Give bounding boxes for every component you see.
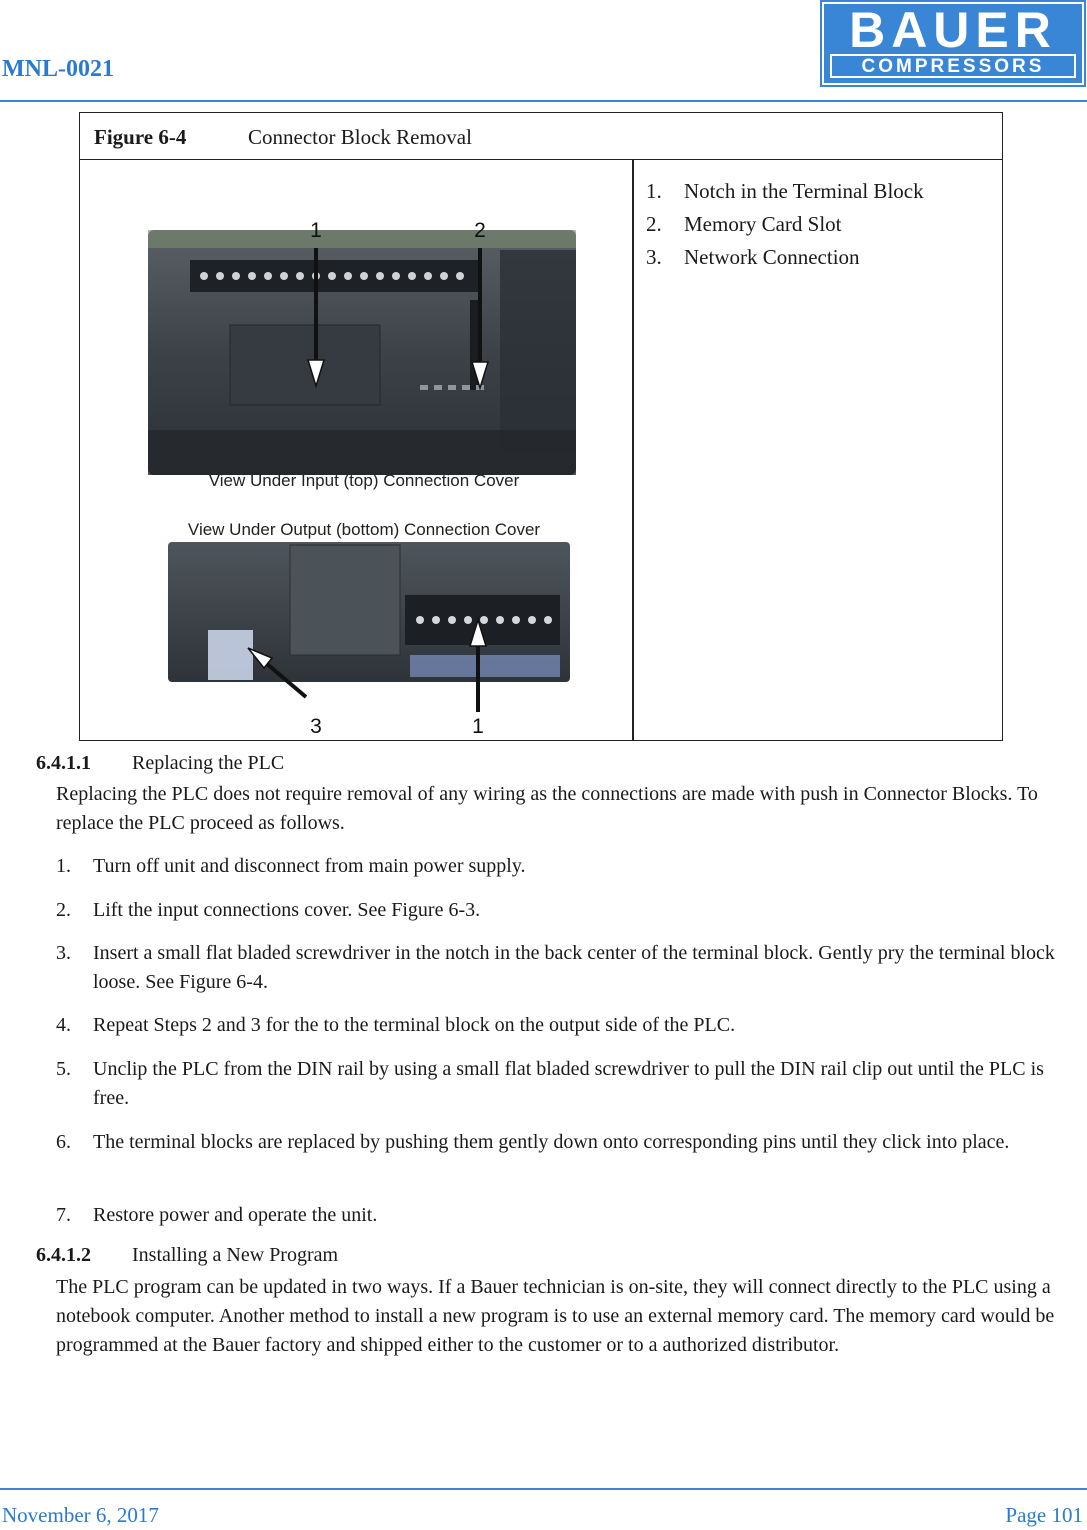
step-text: Turn off unit and disconnect from main power supply.: [93, 855, 526, 877]
step-number: 5.: [56, 1058, 71, 1080]
step-number: 4.: [56, 1014, 71, 1036]
step-text: Repeat Steps 2 and 3 for the to the terminal block on the output side of the PLC.: [93, 1014, 736, 1036]
legend-text: Notch in the Terminal Block: [684, 179, 924, 203]
callout-top-left: 1: [310, 219, 322, 242]
figure-number: Figure 6-4: [94, 125, 187, 149]
step-text: The terminal blocks are replaced by pushing them gently down onto corresponding pins until they click into place.: [93, 1131, 1010, 1153]
legend-text: Memory Card Slot: [684, 212, 842, 236]
step-item: [56, 939, 1066, 997]
logo-wordmark: BAUER: [849, 2, 1057, 58]
step-text: Insert a small flat bladed screwdriver in the notch in the back center of the terminal block. Gently pry the terminal block loose. See Figure 6-4.: [93, 942, 1055, 993]
logo-subtitle: COMPRESSORS: [830, 54, 1076, 78]
callout-top-right: 2: [474, 219, 486, 242]
figure-legend: [646, 175, 924, 274]
figure-photos: [80, 160, 632, 740]
plc-photo-illustration: [80, 160, 632, 740]
bottom-photo: [168, 542, 570, 682]
legend-item: [646, 208, 924, 241]
section-heading-installing-program: [36, 1244, 338, 1267]
step-number: 1.: [56, 855, 71, 877]
step-text: Unclip the PLC from the DIN rail by using a small flat bladed screwdriver to pull the DIN rail clip out until the PLC is free.: [93, 1058, 1044, 1109]
step-item: [56, 896, 1066, 925]
step-item: [56, 1128, 1066, 1157]
step-text: Lift the input connections cover. See Figure 6-3.: [93, 899, 481, 921]
step-item: [56, 1011, 1066, 1040]
section-body: The PLC program can be updated in two ways. If a Bauer technician is on-site, they will connect directly to the PLC using a notebook computer. Another method to install a new program is to use an external memory card. The memory card would be programmed at the Bauer factory and shipped either to the customer or to a authorized distributor.: [56, 1276, 1055, 1356]
section-title: Installing a New Program: [132, 1244, 339, 1266]
section-intro: Replacing the PLC does not require removal of any wiring as the connections are made with push in Connector Blocks. To replace the PLC proceed as follows.: [56, 783, 1038, 834]
legend-number: 1.: [646, 179, 662, 203]
step-number: 7.: [56, 1204, 71, 1226]
footer-rule: [0, 1488, 1087, 1490]
legend-item: [646, 241, 924, 274]
figure-header: [80, 113, 1002, 160]
header-rule: [0, 100, 1087, 102]
footer-date: November 6, 2017: [2, 1503, 159, 1527]
figure-title: Connector Block Removal: [248, 125, 472, 149]
section-title: Replacing the PLC: [132, 752, 285, 774]
step-item: [56, 852, 1066, 881]
bottom-photo-caption: View Under Output (bottom) Connection Cover: [187, 520, 541, 539]
section-number: 6.4.1.1: [36, 752, 91, 774]
legend-item: [646, 175, 924, 208]
callout-bottom-right: 1: [472, 715, 484, 738]
section-number: 6.4.1.2: [36, 1244, 91, 1266]
step-text: Restore power and operate the unit.: [93, 1204, 378, 1226]
step-item: [56, 1201, 1066, 1230]
step-number: 3.: [56, 942, 71, 964]
step-item: [56, 1055, 1066, 1113]
section-heading-replacing-plc: [36, 752, 284, 775]
top-photo: [148, 230, 576, 475]
legend-number: 3.: [646, 245, 662, 269]
step-number: 2.: [56, 899, 71, 921]
figure-table: [79, 112, 1003, 741]
callout-bottom-left: 3: [310, 715, 322, 738]
footer-page-number: Page 101: [1005, 1503, 1083, 1527]
bauer-logo: [822, 2, 1084, 85]
legend-number: 2.: [646, 212, 662, 236]
document-id: MNL-0021: [2, 56, 114, 82]
legend-text: Network Connection: [684, 245, 860, 269]
step-number: 6.: [56, 1131, 71, 1153]
figure-column-divider: [632, 160, 634, 740]
top-photo-caption: View Under Input (top) Connection Cover: [208, 471, 520, 490]
